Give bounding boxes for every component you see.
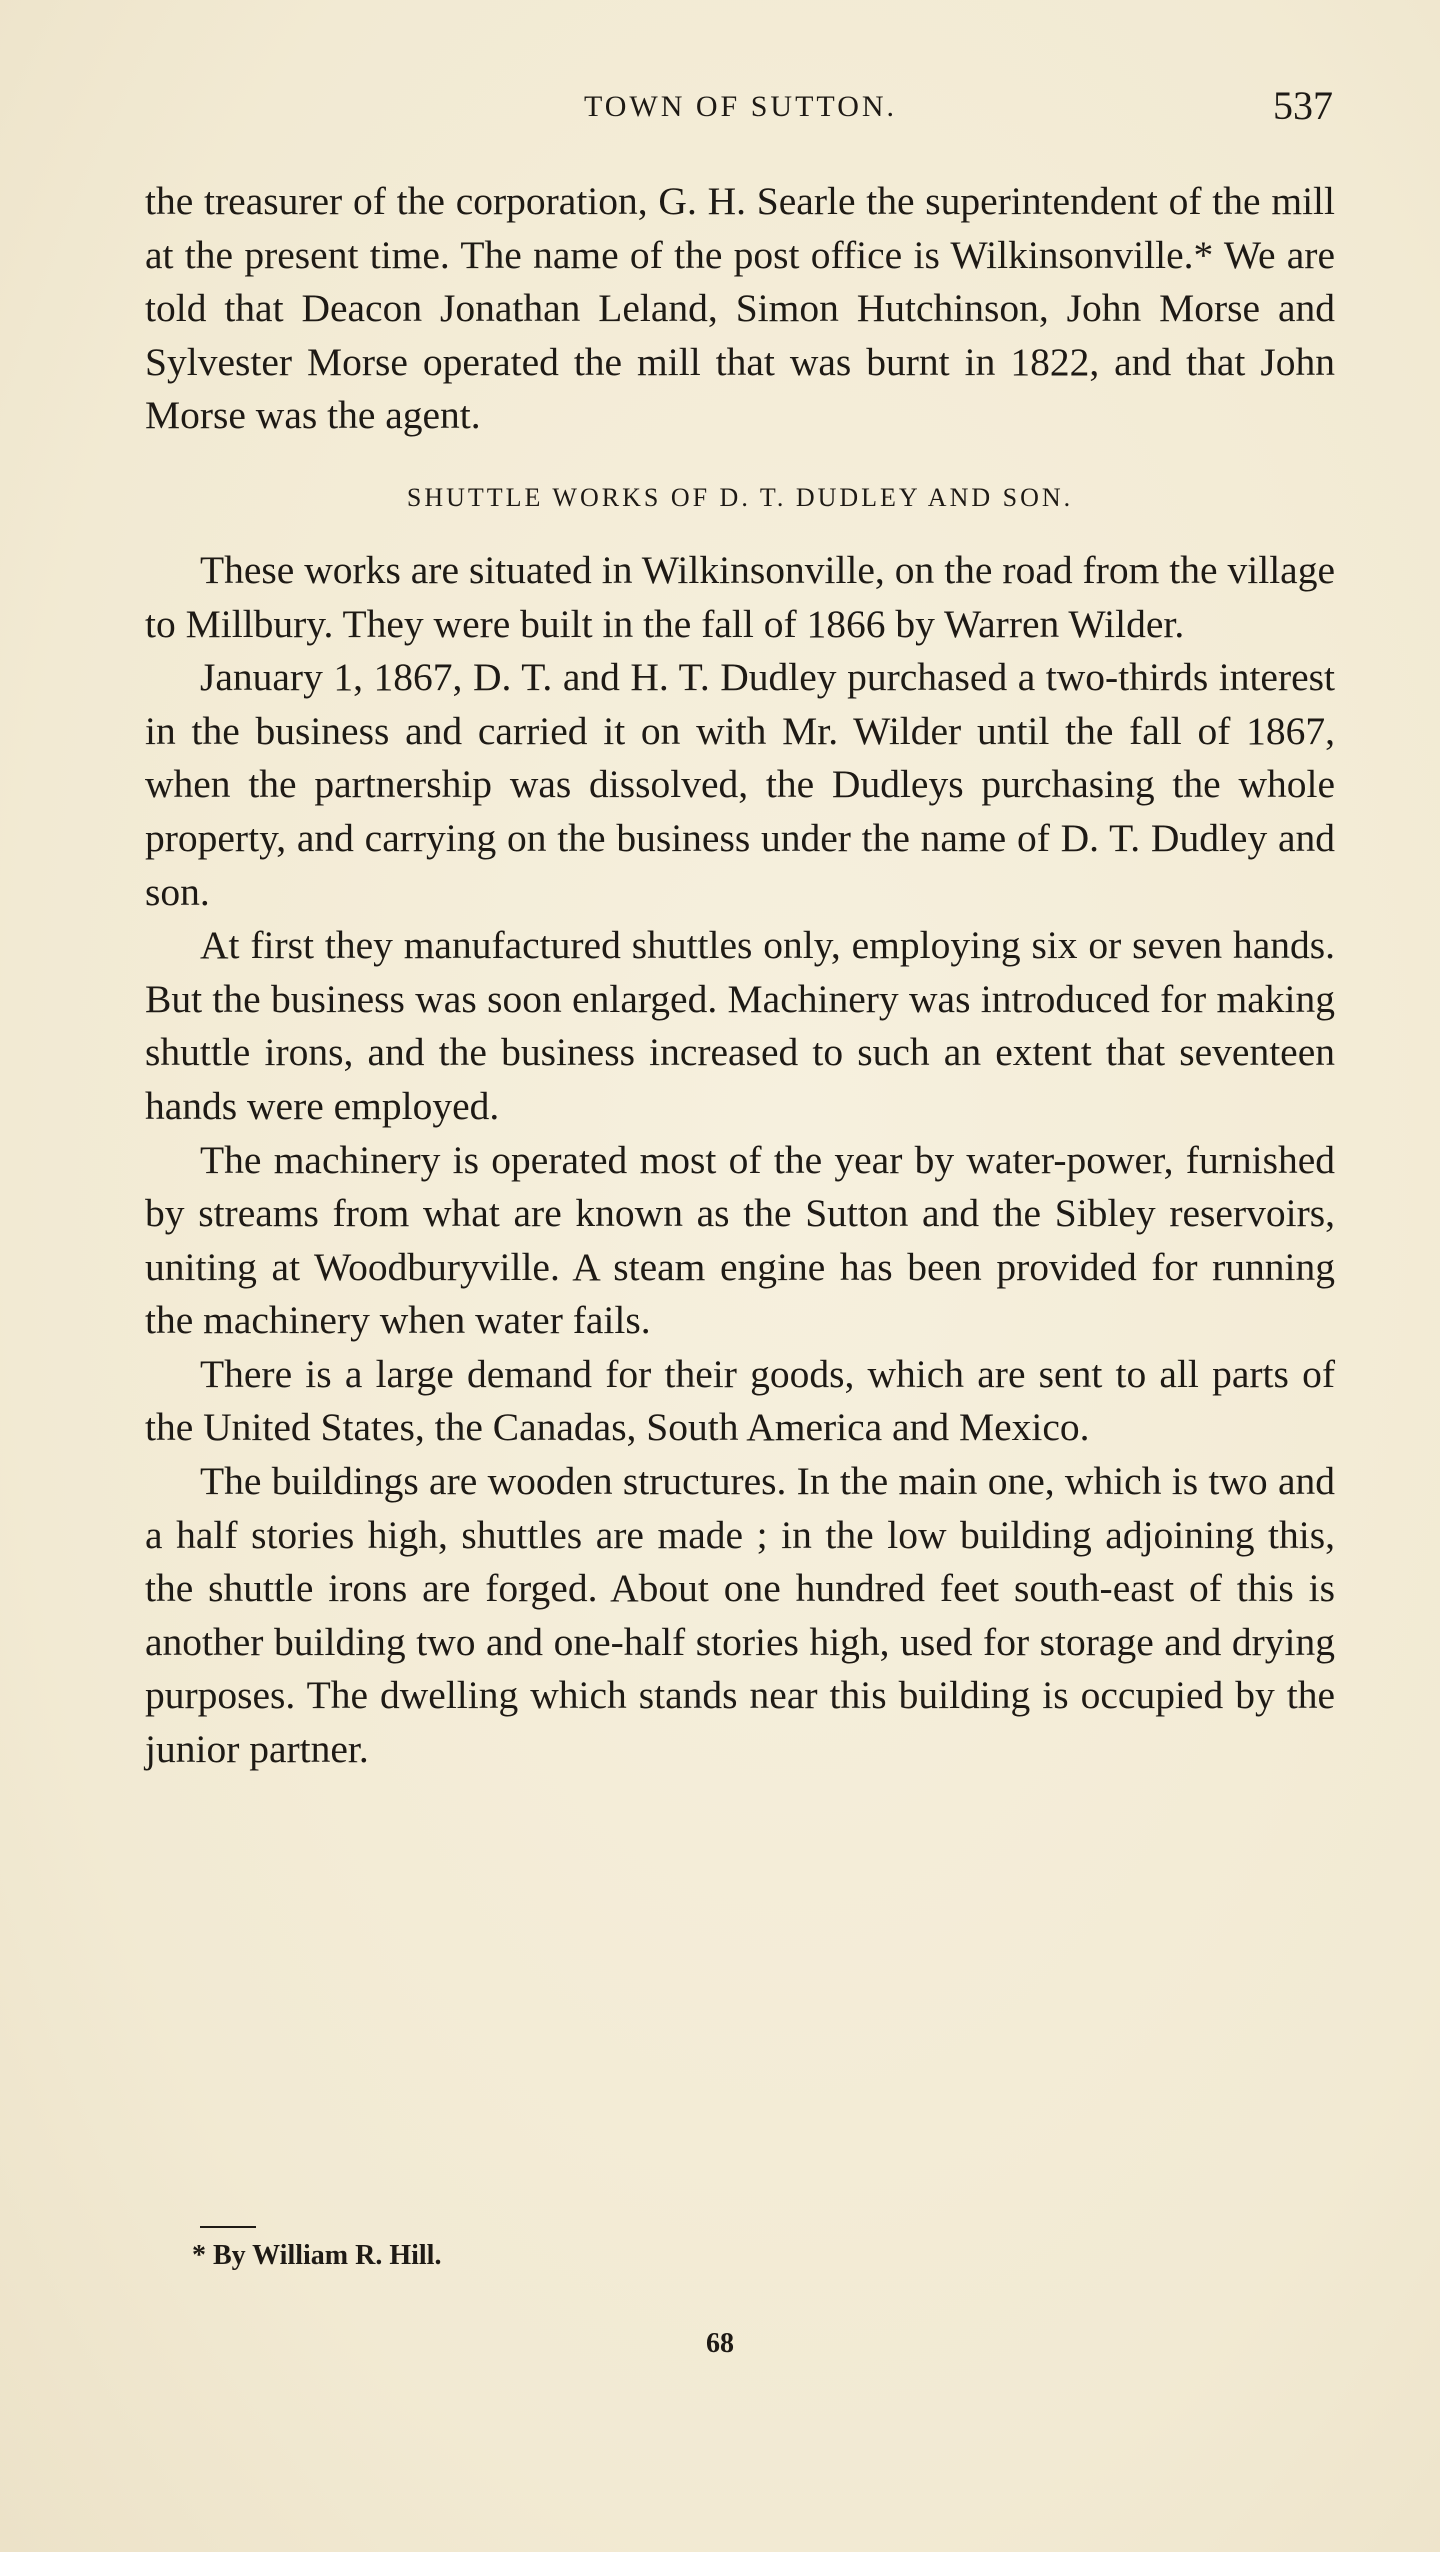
paragraph: January 1, 1867, D. T. and H. T. Dudley purchased a two-thirds interest in the business and carried it on with Mr. Wilder until the fall of 1867, when the partnership was dissolved, the Dudleys purchasing the whole property, and carrying on the business under the name of D. T. Dudley and son. xyxy=(145,655,1335,914)
running-title: TOWN OF SUTTON. xyxy=(583,90,898,123)
paragraph: At first they manufactured shuttles only, employing six or seven hands. But the business was soon enlarged. Machinery was introduced for making shuttle irons, and the business increased to such an extent that seventeen hands were employed. xyxy=(145,923,1335,1128)
footnote-rule xyxy=(200,2226,256,2228)
continued-paragraph: the treasurer of the corporation, G. H. Searle the superintendent of the mill at the present time. The name of the post office is Wilkinsonville.* We are told that Deacon Jonathan Leland, Simon Hutchinson, John Morse and Sylvester Morse operated the mill that was burnt in 1822, and that John Morse was the agent. xyxy=(145,179,1335,438)
signature-mark: 68 xyxy=(706,2328,734,2359)
footnote: * By William R. Hill. xyxy=(192,2240,442,2271)
page-header xyxy=(148,83,1333,140)
section-heading: SHUTTLE WORKS OF D. T. DUDLEY AND SON. xyxy=(406,482,1074,512)
page-number: 537 xyxy=(1273,83,1333,128)
paragraph: The machinery is operated most of the year by water-power, furnished by streams from what are known as the Sutton and the Sibley reservoirs, uniting at Woodburyville. A steam engine has been provided for running the machinery when water fails. xyxy=(145,1137,1335,1343)
paragraph: These works are situated in Wilkinsonville, on the road from the village to Millbury. They were built in the fall of 1866 by Warren Wilder. xyxy=(145,547,1335,646)
paragraph: There is a large demand for their goods, which are sent to all parts of the United States, the Canadas, South America and Mexico. xyxy=(145,1351,1335,1450)
body-text xyxy=(145,175,1335,1777)
paragraph: The buildings are wooden structures. In the main one, which is two and a half stories high, shuttles are made ; in the low building adjoining this, the shuttle irons are forged. About one hundred feet south-east of this is another building two and one-half stories high, used for storage and drying purposes. The dwelling which stands near this building is occupied by the junior partner. xyxy=(145,1459,1335,1772)
